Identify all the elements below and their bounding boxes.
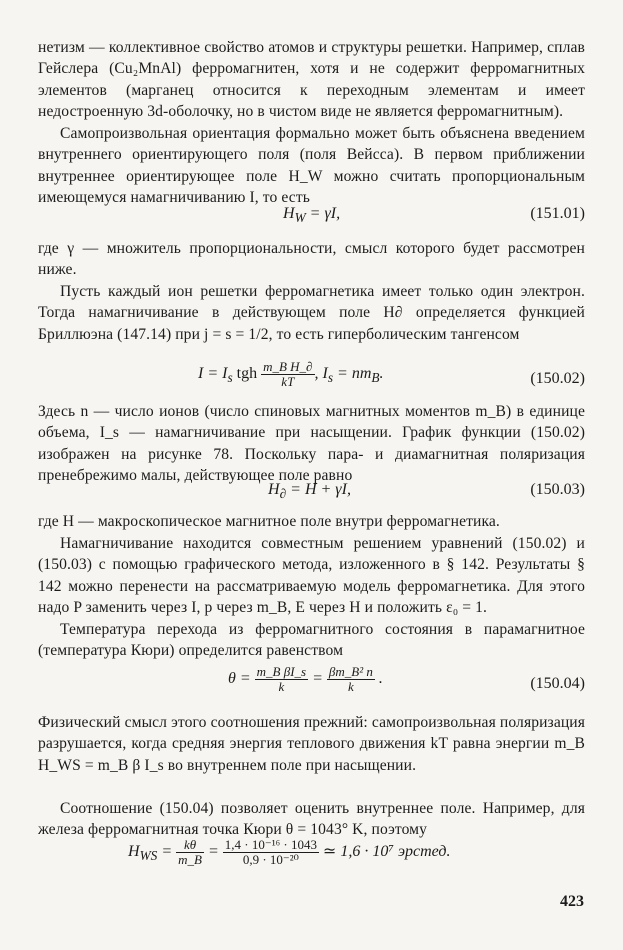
fraction: $\frac{\text{m\_B βI\_s}}{k}$ — [256, 664, 307, 694]
equation-150-02: $I = I_s$ tgh $\frac{\text{m\_B H\_∂}}{kT}$ , $I_s = nm_B$. (150.02) — [198, 359, 585, 389]
paragraph-2: Самопроизвольная ориентация формально может быть объяснена введением внутреннего ориентирующего поля (поля Вейсса). В первом приближении внутреннее ориентирующее поле H_W можно считать пропорциональным имеющемуся намагничиванию I, то есть — [38, 125, 585, 206]
paragraph-9: Физический смысл этого соотношения прежний: самопроизвольная поляризация разрушается, когда средняя энергия теплового движения kT равна энергии m_B H_WS = m_B β I_s во внутреннем поле при насыщении. — [38, 714, 585, 774]
equation-150-03: $H_\partial = H + \gamma I$, (150.03) — [268, 481, 585, 502]
paragraph-4: Пусть каждый ион решетки ферромагнетика имеет только один электрон. Тогда намагничивание в действующем поле H∂ определяется функцией Бриллюэна (147.14) при j = s = 1/2, то есть гиперболическим тангенсом — [38, 283, 585, 343]
paragraph-1: нетизм — коллективное свойство атомов и структуры решетки. Например, сплав Гейслера (Cu₂MnAl) ферромагнитен, хотя и не содержит ферромагнитных элементов (марганец относится к переходным элементам и имеет недостроенную 3d-оболочку, но в чистом виде не является ферромагнитным). — [38, 39, 585, 120]
equation-151-01: $H_W = \gamma I$, (151.01) — [283, 205, 585, 226]
equation-number: (150.04) — [530, 675, 585, 692]
equation-number: (151.01) — [530, 205, 585, 222]
paragraph-5: Здесь n — число ионов (число спиновых магнитных моментов m_B) в единице объема, I_s — намагничивание при насыщении. График функции (150.02) изображен на рисунке 78. Поскольку пара- и диамагнитная поляризация пренебрежимо малы, действующее поле равно — [38, 403, 585, 484]
equation-number: (150.02) — [530, 370, 585, 387]
paragraph-8: Температура перехода из ферромагнитного состояния в парамагнитное (температура Кюри) определится равенством — [38, 621, 585, 660]
fraction: $\frac{\text{m\_B H\_∂}}{kT}$ — [263, 359, 313, 389]
fraction: $\frac{\text{1,4 · 10⁻¹⁶ · 1043}}{\text{0,9 · 10⁻²⁰}}$ — [224, 837, 317, 867]
page-number: 423 — [560, 893, 584, 910]
paragraph-10: Соотношение (150.04) позволяет оценить внутреннее поле. Например, для железа ферромагнитная точка Кюри θ = 1043° K, поэтому — [38, 800, 585, 839]
fraction: $\frac{k\theta}{m\_B}$ — [178, 837, 202, 867]
paragraph-7: Намагничивание находится совместным решением уравнений (150.02) и (150.03) с помощью графического метода, изложенного в § 142. Результаты § 142 можно перенести на рассматриваемую модель ферромагнетика. Для этого надо P заменить через I, p через m_B, E через H и положить ε₀ = 1. — [38, 535, 585, 616]
equation-150-04: θ = $\frac{\text{m\_B βI\_s}}{k}$ = $\frac{\text{βm\_B² n}}{k}$ . (150.04) — [228, 664, 585, 694]
paragraph-6: где H — макроскопическое магнитное поле внутри ферромагнетика. — [38, 513, 500, 530]
equation-hws-estimate: $H_{WS}$ = $\frac{k\theta}{m\_B}$ = $\frac{\text{1,4 · 10⁻¹⁶ · 1043}}{\text{0,9 · 10⁻²⁰}}$ ≃ 1,6 · 10⁷ эрстед. — [128, 837, 451, 867]
paragraph-3: где γ — множитель пропорциональности, смысл которого будет рассмотрен ниже. — [38, 240, 585, 279]
equation-number: (150.03) — [530, 481, 585, 498]
fraction: $\frac{\text{βm\_B² n}}{k}$ — [328, 664, 373, 694]
